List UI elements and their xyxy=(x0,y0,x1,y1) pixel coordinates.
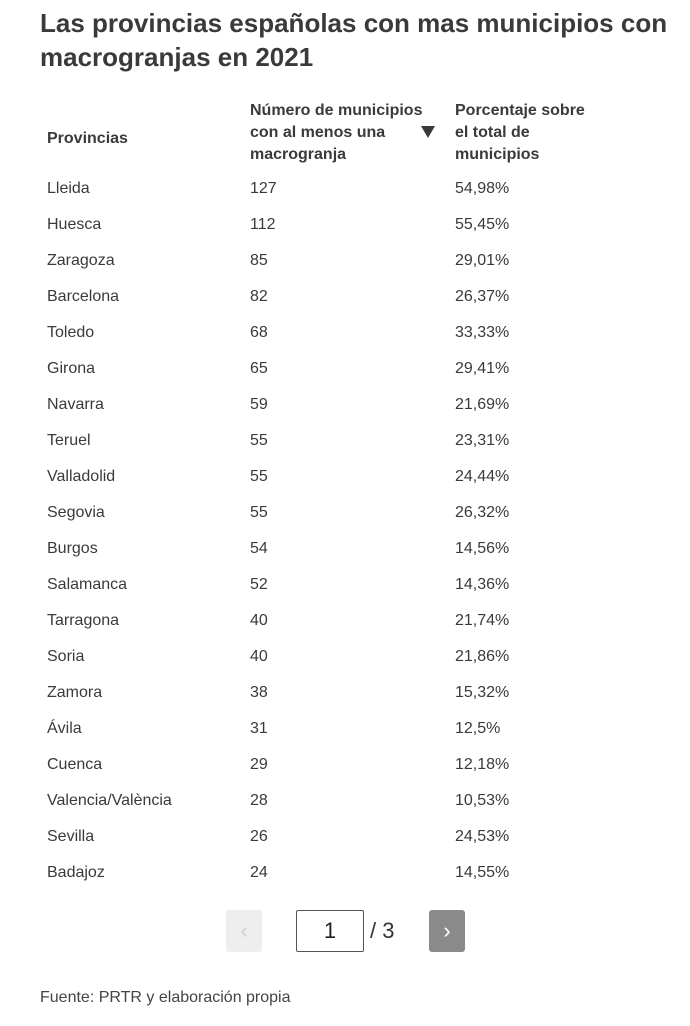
cell-numero: 54 xyxy=(250,540,268,557)
cell-porcentaje: 21,86% xyxy=(455,648,510,665)
cell-porcentaje: 24,53% xyxy=(455,828,510,845)
cell-provincia: Segovia xyxy=(47,504,105,521)
cell-numero: 82 xyxy=(250,288,268,305)
cell-porcentaje: 24,44% xyxy=(455,468,510,485)
table-row xyxy=(0,819,690,855)
cell-numero: 40 xyxy=(250,648,268,665)
cell-numero: 65 xyxy=(250,360,268,377)
cell-numero: 59 xyxy=(250,396,268,413)
cell-porcentaje: 15,32% xyxy=(455,684,510,701)
table-row xyxy=(0,423,690,459)
cell-provincia: Soria xyxy=(47,648,85,665)
table-row xyxy=(0,243,690,279)
cell-provincia: Barcelona xyxy=(47,288,120,305)
cell-provincia: Tarragona xyxy=(47,612,120,629)
table-row xyxy=(0,315,690,351)
cell-provincia: Ávila xyxy=(47,720,82,737)
cell-numero: 24 xyxy=(250,864,268,881)
cell-numero: 38 xyxy=(250,684,268,701)
page-number-input[interactable]: 1 xyxy=(296,910,364,952)
cell-porcentaje: 14,56% xyxy=(455,540,510,557)
cell-numero: 127 xyxy=(250,180,277,197)
cell-porcentaje: 29,01% xyxy=(455,252,510,269)
column-header-numero[interactable]: Número de municipios con al menos una macrogranja xyxy=(250,102,423,163)
cell-porcentaje: 33,33% xyxy=(455,324,510,341)
cell-porcentaje: 21,74% xyxy=(455,612,510,629)
next-page-button[interactable]: › xyxy=(429,910,465,952)
table-row xyxy=(0,351,690,387)
cell-provincia: Badajoz xyxy=(47,864,105,881)
table-row xyxy=(0,747,690,783)
previous-page-button[interactable]: ‹ xyxy=(226,910,262,952)
table-row xyxy=(0,171,690,207)
column-header-porcentaje[interactable]: Porcentaje sobre el total de municipios xyxy=(455,102,585,163)
cell-numero: 31 xyxy=(250,720,268,737)
page-total-label: / 3 xyxy=(370,918,395,943)
cell-provincia: Girona xyxy=(47,360,96,377)
cell-numero: 26 xyxy=(250,828,268,845)
cell-porcentaje: 12,18% xyxy=(455,756,510,773)
cell-numero: 55 xyxy=(250,468,268,485)
source-note: Fuente: PRTR y elaboración propia xyxy=(40,989,291,1006)
table-row xyxy=(0,279,690,315)
table-row xyxy=(0,855,690,891)
cell-numero: 112 xyxy=(250,216,276,233)
table-row xyxy=(0,603,690,639)
cell-numero: 55 xyxy=(250,432,268,449)
cell-numero: 55 xyxy=(250,504,268,521)
cell-numero: 52 xyxy=(250,576,268,593)
pagination xyxy=(0,910,690,954)
cell-porcentaje: 10,53% xyxy=(455,792,510,809)
table-row xyxy=(0,639,690,675)
table-body xyxy=(0,171,690,891)
cell-provincia: Zaragoza xyxy=(47,252,115,269)
table-row xyxy=(0,207,690,243)
cell-porcentaje: 23,31% xyxy=(455,432,510,449)
cell-provincia: Huesca xyxy=(47,216,102,233)
cell-provincia: Zamora xyxy=(47,684,103,701)
cell-porcentaje: 14,55% xyxy=(455,864,510,881)
cell-provincia: Valladolid xyxy=(47,468,116,485)
cell-porcentaje: 14,36% xyxy=(455,576,510,593)
cell-provincia: Cuenca xyxy=(47,756,103,773)
cell-porcentaje: 29,41% xyxy=(455,360,510,377)
chart-title: Las provincias españolas con mas municipios con macrogranjas en 2021 xyxy=(40,8,668,72)
cell-porcentaje: 12,5% xyxy=(455,720,501,737)
cell-numero: 68 xyxy=(250,324,268,341)
table-header xyxy=(0,98,690,168)
cell-porcentaje: 21,69% xyxy=(455,396,510,413)
cell-porcentaje: 26,37% xyxy=(455,288,510,305)
cell-porcentaje: 26,32% xyxy=(455,504,510,521)
column-header-provincias[interactable]: Provincias xyxy=(47,130,128,147)
cell-numero: 40 xyxy=(250,612,268,629)
table-row xyxy=(0,675,690,711)
cell-provincia: Navarra xyxy=(47,396,104,413)
cell-provincia: Valencia/València xyxy=(47,792,172,809)
cell-provincia: Sevilla xyxy=(47,828,95,845)
table-row xyxy=(0,783,690,819)
table-row xyxy=(0,459,690,495)
cell-provincia: Toledo xyxy=(47,324,95,341)
table-row xyxy=(0,711,690,747)
cell-numero: 29 xyxy=(250,756,268,773)
cell-provincia: Teruel xyxy=(47,432,91,449)
cell-provincia: Lleida xyxy=(47,180,90,197)
cell-porcentaje: 54,98% xyxy=(455,180,510,197)
sort-descending-icon[interactable] xyxy=(421,126,435,138)
table-row xyxy=(0,567,690,603)
cell-numero: 28 xyxy=(250,792,268,809)
cell-porcentaje: 55,45% xyxy=(455,216,510,233)
table-row xyxy=(0,387,690,423)
cell-provincia: Salamanca xyxy=(47,576,128,593)
table-row xyxy=(0,495,690,531)
cell-provincia: Burgos xyxy=(47,540,98,557)
table-row xyxy=(0,531,690,567)
cell-numero: 85 xyxy=(250,252,268,269)
